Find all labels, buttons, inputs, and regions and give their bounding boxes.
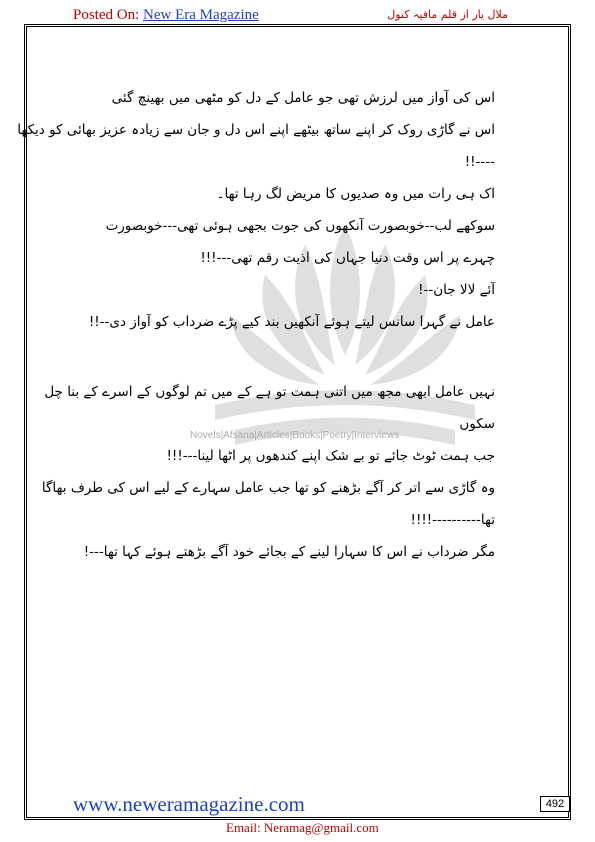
- header-posted-on: [73, 7, 259, 24]
- text-line: اس نے گاڑی روک کر اپنے ساتھ بیٹھے اپنے اس دل و جان سے زیادہ عزیز بھائی کو دیکھا: [17, 122, 495, 138]
- text-line: سکوں: [459, 416, 495, 432]
- magazine-link[interactable]: New Era Magazine: [143, 7, 259, 23]
- text-line: اک ہی رات میں وہ صدیوں کا مریض لگ رہا تھا۔: [216, 186, 495, 202]
- story-text: [17, 82, 495, 568]
- text-line: چہرے پر اس وقت دنیا جہاں کی اذیت رقم تھی---!!!: [200, 250, 495, 266]
- text-line: مگر ضرداب نے اس کا سہارا لینے کے بجائے خود آگے بڑھتے ہوئے کہا تھا---!: [83, 544, 495, 560]
- watermark-categories: Novels|Afsana|Articles|Books|Poetry|Interviews: [190, 430, 400, 441]
- text-line: اس کی آواز میں لرزش تھی جو عامل کے دل کو مٹھی میں بھینچ گئی: [111, 90, 495, 106]
- author-credit: ملال یار از قلم مافیہ کنول: [387, 8, 508, 21]
- text-line: آئے لالا جان--!: [418, 282, 495, 298]
- website-link[interactable]: www.neweramagazine.com: [73, 792, 305, 816]
- text-line: جب ہمت ٹوٹ جائے تو بے شک اپنے کندھوں پر اٹھا لینا---!!!: [166, 448, 495, 464]
- text-line: نہیں عامل ابھی مجھ میں اتنی ہمت تو ہے کے میں تم لوگوں کے اسرے کے بنا چل: [44, 384, 495, 400]
- posted-on-label: Posted On:: [73, 7, 140, 23]
- page-number: 492: [540, 796, 570, 812]
- text-line: سوکھے لب--خوبصورت آنکھوں کی جوت بجھی ہوئی تھی---خوبصورت: [105, 218, 495, 234]
- contact-email[interactable]: Email: Neramag@gmail.com: [226, 820, 379, 835]
- paragraph-gap: [75, 338, 495, 376]
- text-line: عامل نے گہرا سانس لیتے ہوئے آنکھیں بند کیے پڑے ضرداب کو آواز دی--!!: [88, 314, 495, 330]
- text-line: وہ گاڑی سے اتر کر آگے بڑھنے کو تھا جب عامل سہارے کے لیے اس کی طرف بھاگا: [41, 480, 495, 496]
- text-line: تھا----------!!!!: [410, 512, 495, 528]
- text-line: ----!!: [464, 154, 495, 170]
